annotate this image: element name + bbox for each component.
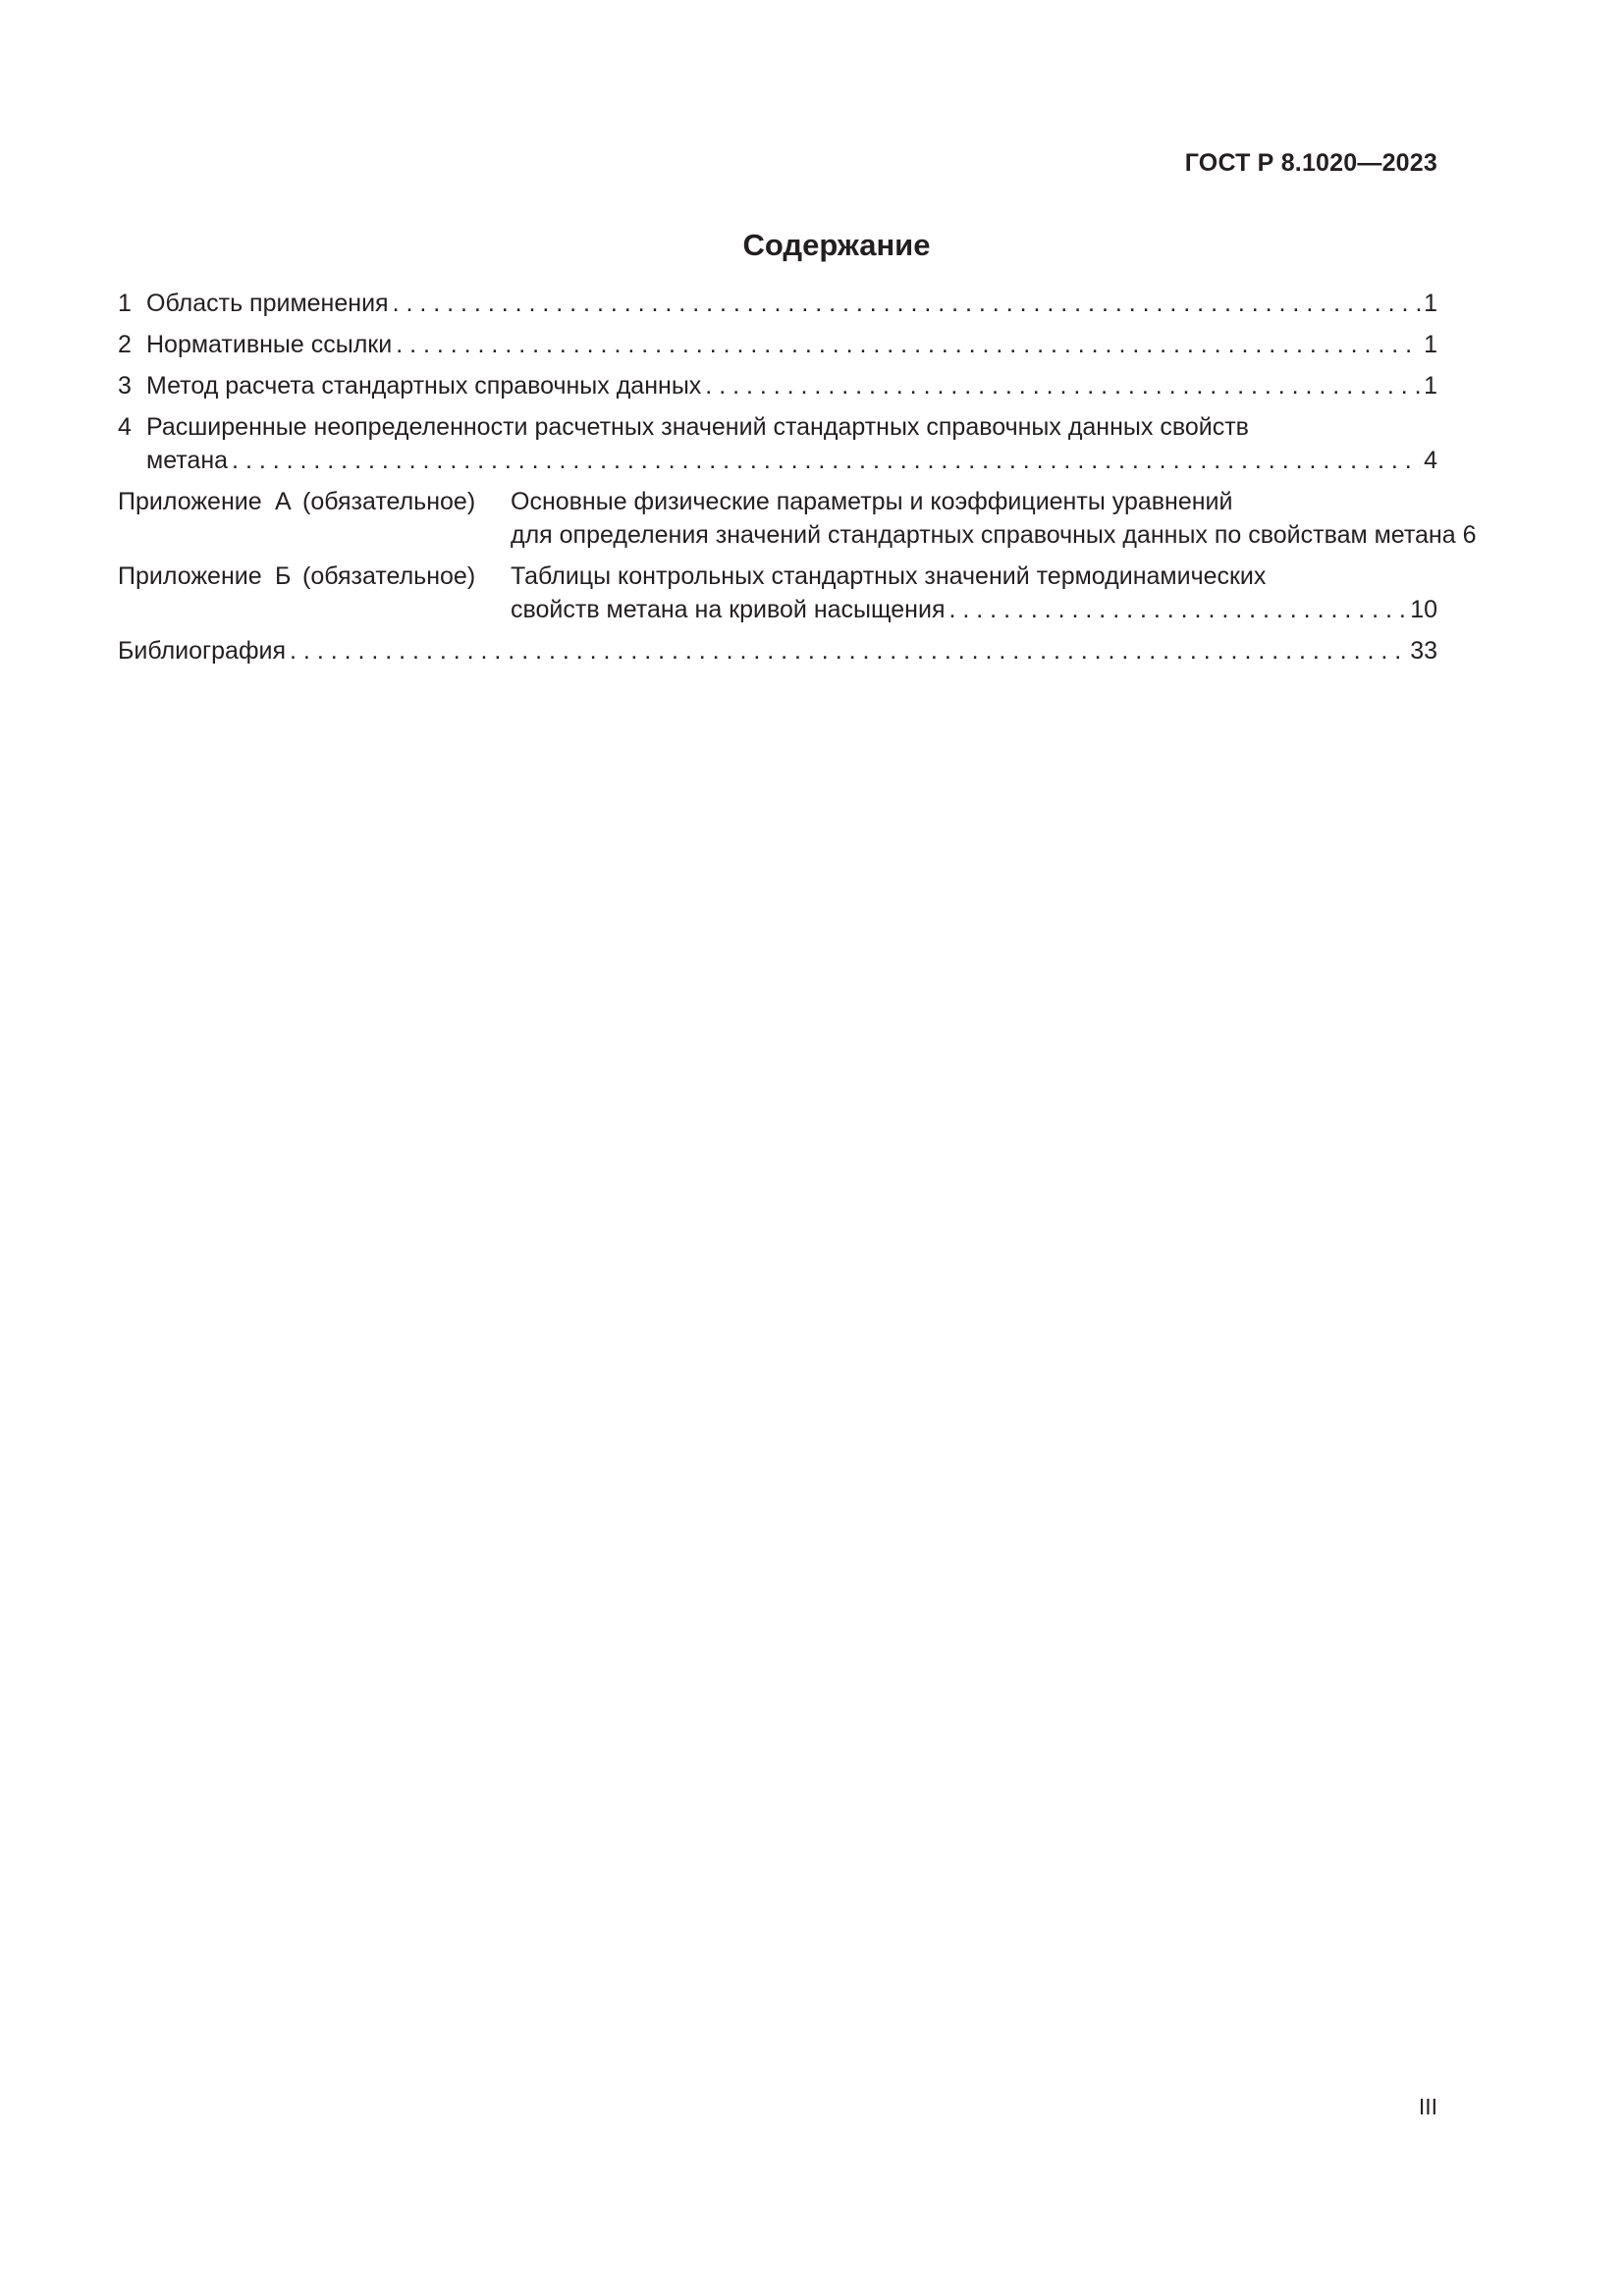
appendix-title: Таблицы контрольных стандартных значений термодинамических xyxy=(511,562,1267,590)
page-number: III xyxy=(1418,2094,1437,2119)
toc-appendix-a[interactable] xyxy=(118,485,1477,552)
leader-dots xyxy=(949,593,1408,626)
toc-entry-number: 3 xyxy=(118,372,132,400)
table-of-contents xyxy=(118,287,1477,675)
toc-entry-page: 33 xyxy=(1410,637,1437,665)
appendix-status: (обязательное) xyxy=(302,488,476,515)
appendix-title-continued: для определения значений стандартных справочных данных по свойствам метана xyxy=(511,521,1456,549)
toc-entry-page: 10 xyxy=(1410,596,1437,623)
toc-entry-title: Нормативные ссылки xyxy=(146,331,393,358)
toc-appendix-b[interactable] xyxy=(118,560,1437,626)
toc-entry-title-continued: метана xyxy=(146,447,229,474)
toc-entry-title: Область применения xyxy=(146,290,389,317)
appendix-title: Основные физические параметры и коэффициенты уравнений xyxy=(511,488,1233,515)
toc-entry-number: 4 xyxy=(118,413,132,441)
toc-entry-2[interactable] xyxy=(118,328,1437,361)
toc-entry-number: 2 xyxy=(118,331,132,358)
toc-title: Содержание xyxy=(742,228,931,262)
appendix-letter: А xyxy=(275,488,292,515)
toc-entry-title: Метод расчета стандартных справочных данных xyxy=(146,372,702,400)
leader-dots xyxy=(393,287,1422,320)
bibliography-title: Библиография xyxy=(118,637,287,665)
appendix-title-continued: свойств метана на кривой насыщения xyxy=(511,596,946,623)
toc-entry-3[interactable] xyxy=(118,369,1437,402)
leader-dots xyxy=(705,369,1421,402)
appendix-status: (обязательное) xyxy=(302,562,476,590)
toc-bibliography[interactable] xyxy=(118,634,1437,667)
toc-entry-page: 1 xyxy=(1424,372,1437,400)
toc-entry-page: 1 xyxy=(1424,290,1437,317)
toc-entry-4[interactable] xyxy=(118,410,1437,477)
toc-entry-page: 4 xyxy=(1424,447,1437,474)
toc-entry-title: Расширенные неопределенности расчетных значений стандартных справочных данных свойств xyxy=(146,413,1249,441)
leader-dots xyxy=(232,444,1421,477)
toc-entry-1[interactable] xyxy=(118,287,1437,320)
toc-entry-page: 1 xyxy=(1424,331,1437,358)
toc-entry-page: 6 xyxy=(1462,521,1477,549)
appendix-label: Приложение xyxy=(118,562,262,590)
appendix-label: Приложение xyxy=(118,488,262,515)
toc-entry-number: 1 xyxy=(118,290,132,317)
appendix-letter: Б xyxy=(275,562,292,590)
leader-dots xyxy=(396,328,1421,361)
leader-dots xyxy=(290,634,1407,667)
document-code: ГОСТ Р 8.1020—2023 xyxy=(1184,149,1437,177)
